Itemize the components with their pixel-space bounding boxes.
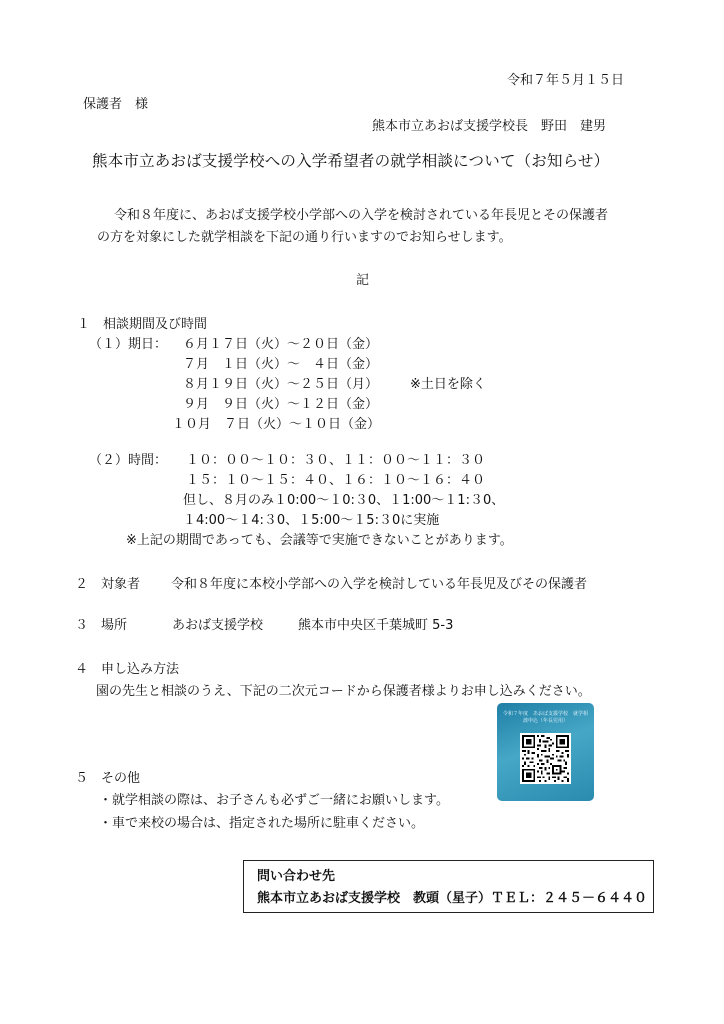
qr-caption: 令和７年度 あおば支援学校 就学相談申込（年長児用）	[502, 711, 588, 724]
section4-heading: ４ 申し込み方法	[75, 662, 180, 677]
ki-mark: 記	[356, 273, 370, 288]
date-row-5: １０月 ７日（火）～１０日（金）	[172, 417, 381, 432]
document-date: 令和７年５月１５日	[507, 73, 625, 88]
schedule-note: ※上記の期間であっても、会議等で実施できないことがあります。	[126, 533, 513, 548]
qr-card[interactable]	[497, 703, 594, 801]
place-address: 熊本市中央区千葉城町 5-3	[298, 618, 454, 633]
other-item-2: ・車で来校の場合は、指定された場所に駐車ください。	[99, 816, 425, 831]
application-text: 園の先生と相談のうえ、下記の二次元コードから保護者様よりお申し込みください。	[96, 684, 591, 699]
intro-line-1: 令和８年度に、あおば支援学校小学部への入学を検討されている年長児とその保護者	[114, 208, 609, 223]
contact-text: 熊本市立あおば支援学校 教頭（星子）ＴＥＬ：２４５－６４４０	[257, 891, 648, 906]
qr-code-icon[interactable]	[520, 733, 571, 784]
contact-heading: 問い合わせ先	[257, 869, 336, 884]
place-name: あおば支援学校	[172, 618, 264, 633]
section2-heading: ２ 対象者	[75, 577, 141, 592]
period-label: （１）期日：	[89, 337, 168, 352]
other-item-1: ・就学相談の際は、お子さんも必ずご一緒にお願いします。	[99, 793, 449, 808]
time-row-1: １０：００～１０：３０、１１：００～１１：３０	[186, 453, 486, 468]
date-row-1: ６月１７日（火）～２０日（金）	[183, 337, 379, 352]
sender: 熊本市立あおば支援学校長 野田 建男	[372, 119, 607, 134]
document-title: 熊本市立あおば支援学校への入学希望者の就学相談について（お知らせ）	[92, 152, 610, 170]
section3-heading: ３ 場所	[75, 618, 128, 633]
time-row-4: １4:00～１4:３0、１5:00～１5:３0に実施	[183, 513, 440, 528]
intro-line-2: の方を対象にした就学相談を下記の通り行いますのでお知らせします。	[97, 230, 512, 245]
date-row-2: ７月 １日（火）～ ４日（金）	[183, 357, 379, 372]
contact-box	[243, 860, 654, 913]
weekend-note: ※土日を除く	[410, 377, 486, 392]
date-row-3: ８月１９日（火）～２５日（月）	[183, 377, 379, 392]
section5-heading: ５ その他	[75, 771, 141, 786]
target-text: 令和８年度に本校小学部への入学を検討している年長児及びその保護者	[171, 577, 588, 592]
section1-heading: １ 相談期間及び時間	[77, 317, 208, 332]
time-row-3: 但し、８月のみ１0:00～１0:３0、１1:00～１1:３0、	[183, 493, 505, 508]
time-label: （２）時間：	[89, 453, 168, 468]
time-row-2: １５：１０～１５：４０、１６：１０～１６：４０	[186, 473, 486, 488]
date-row-4: ９月 ９日（火）～１２日（金）	[183, 397, 379, 412]
recipient: 保護者 様	[83, 97, 149, 112]
